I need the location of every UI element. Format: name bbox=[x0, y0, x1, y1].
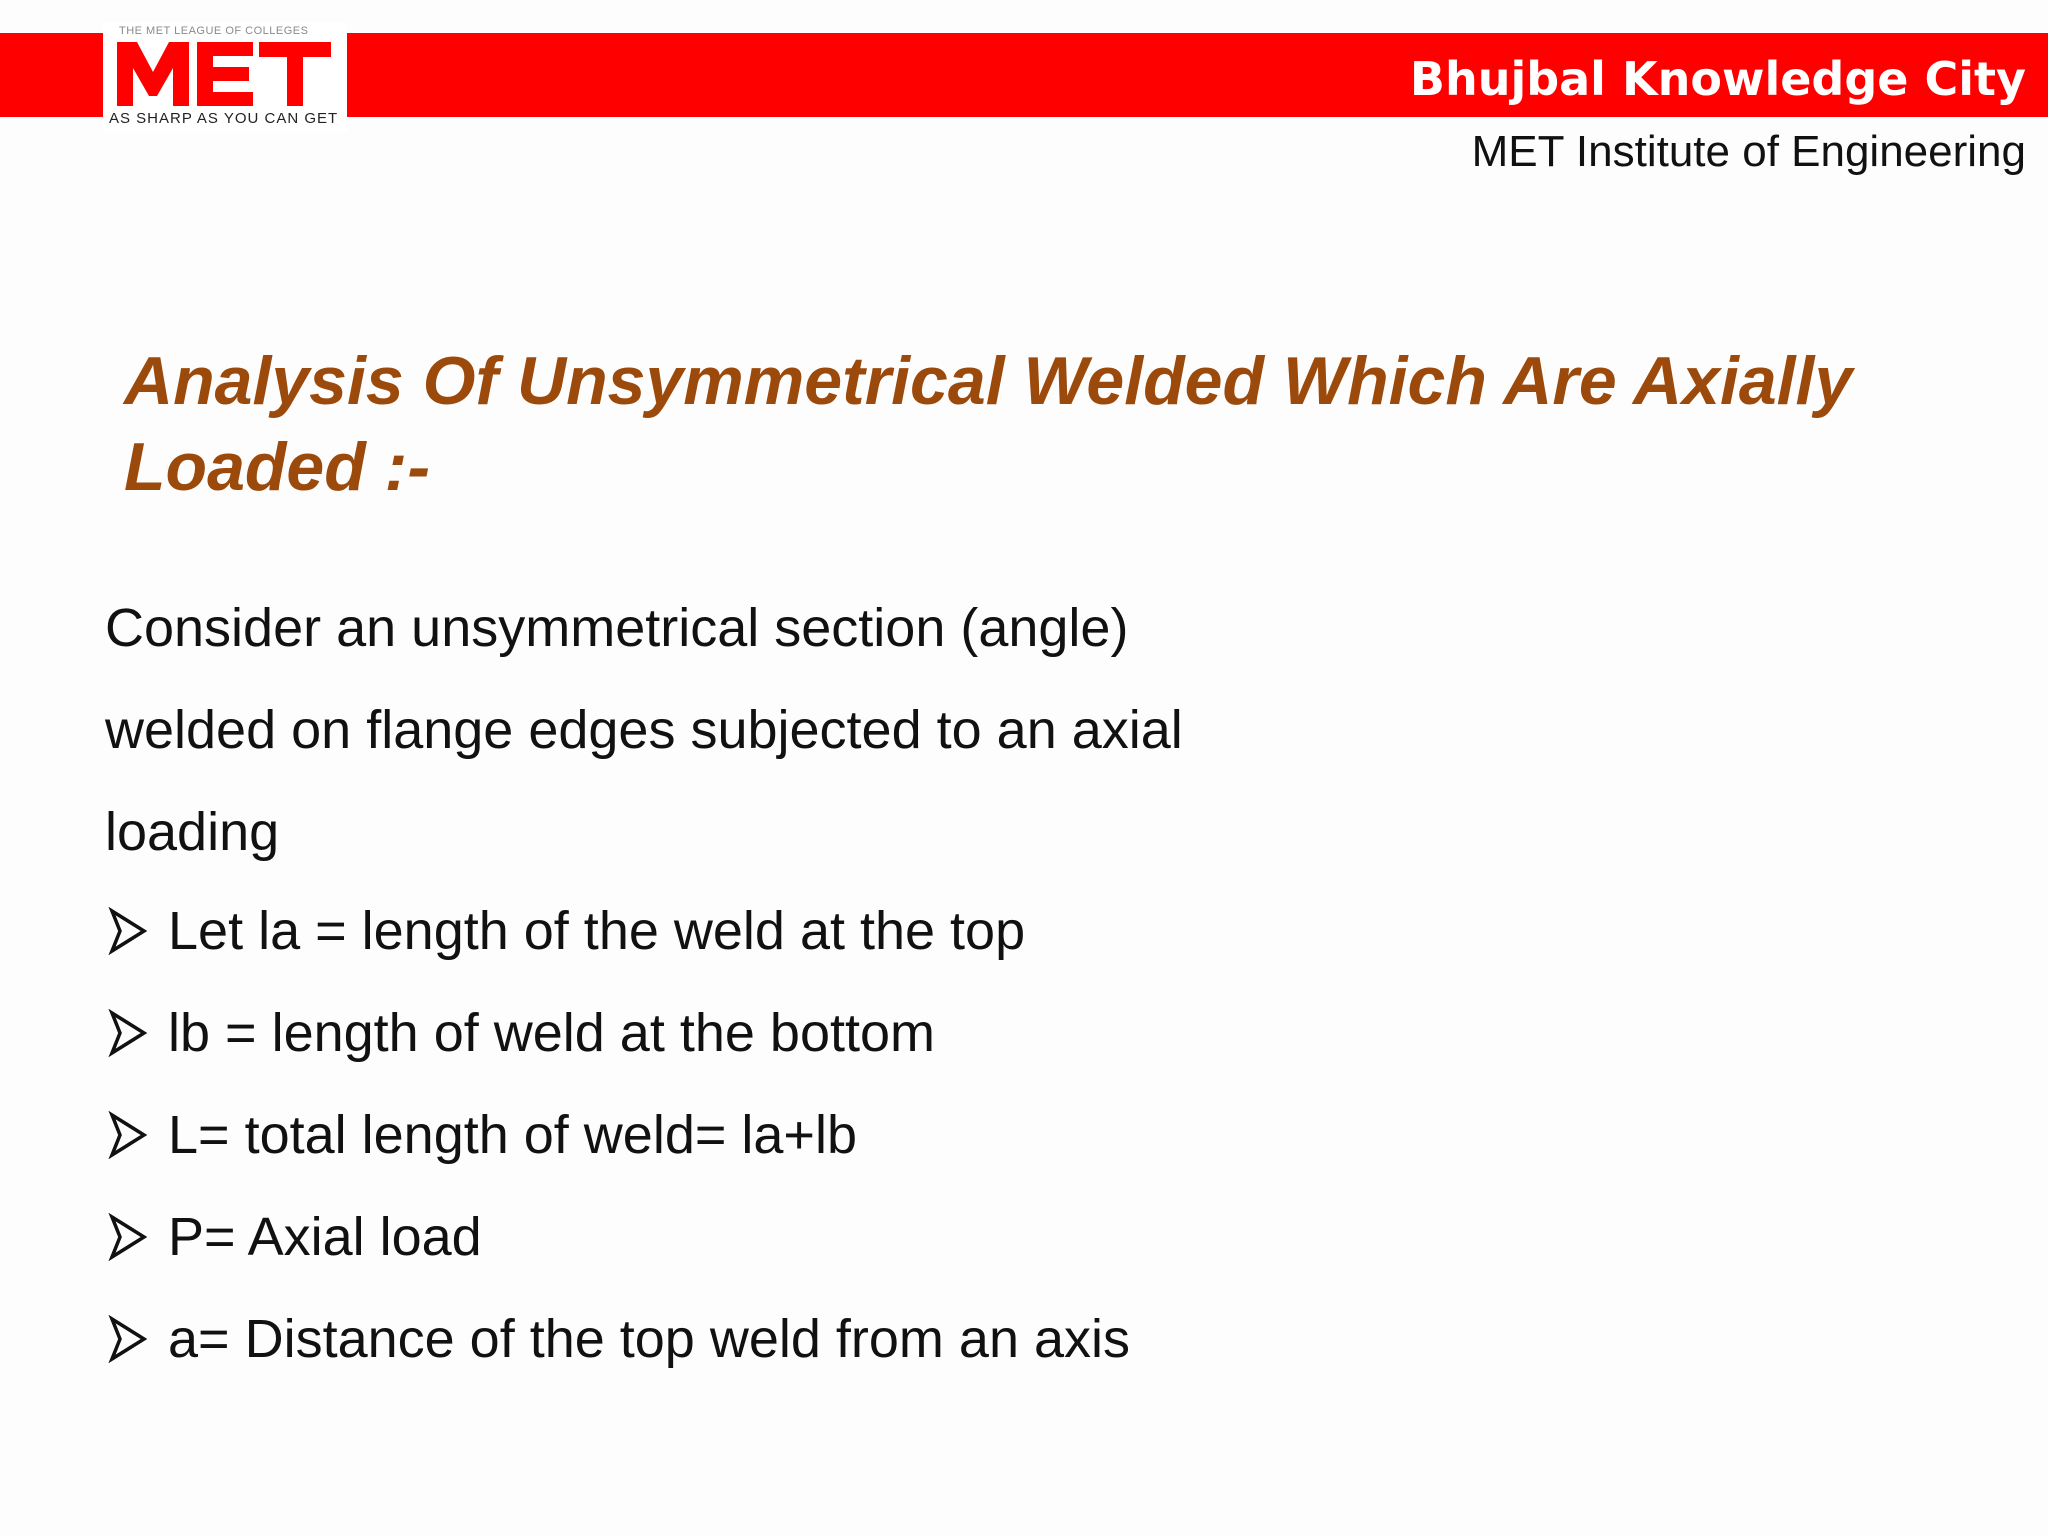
intro-line: welded on flange edges subjected to an axial bbox=[105, 700, 1183, 760]
bullet-item bbox=[108, 900, 1025, 962]
bullet-item bbox=[108, 1104, 857, 1166]
met-wordmark-icon bbox=[115, 36, 335, 110]
institute-name: MET Institute of Engineering bbox=[1471, 127, 2026, 176]
logo-tagline-top: THE MET LEAGUE OF COLLEGES bbox=[119, 25, 309, 37]
bullet-text: Let la = length of the weld at the top bbox=[168, 901, 1026, 961]
bullet-item bbox=[108, 1002, 935, 1064]
arrow-bullet-icon bbox=[108, 1111, 148, 1159]
bullet-text: a= Distance of the top weld from an axis bbox=[168, 1309, 1131, 1369]
bullet-text: P= Axial load bbox=[168, 1207, 482, 1267]
met-logo bbox=[103, 22, 347, 132]
arrow-bullet-icon bbox=[108, 1009, 148, 1057]
logo-tagline-bottom: AS SHARP AS YOU CAN GET bbox=[109, 110, 339, 127]
intro-line: Consider an unsymmetrical section (angle) bbox=[105, 598, 1129, 658]
arrow-bullet-icon bbox=[108, 907, 148, 955]
bullet-text: lb = length of weld at the bottom bbox=[168, 1003, 935, 1063]
bullet-item bbox=[108, 1206, 482, 1268]
arrow-bullet-icon bbox=[108, 1213, 148, 1261]
slide-title: Analysis Of Unsymmetrical Welded Which Are Axially Loaded :- bbox=[124, 343, 1853, 505]
arrow-bullet-icon bbox=[108, 1315, 148, 1363]
bullet-text: L= total length of weld= la+lb bbox=[168, 1105, 858, 1165]
bullet-item bbox=[108, 1308, 1130, 1370]
intro-line: loading bbox=[105, 802, 280, 862]
campus-name: Bhujbal Knowledge City bbox=[1409, 52, 2026, 106]
